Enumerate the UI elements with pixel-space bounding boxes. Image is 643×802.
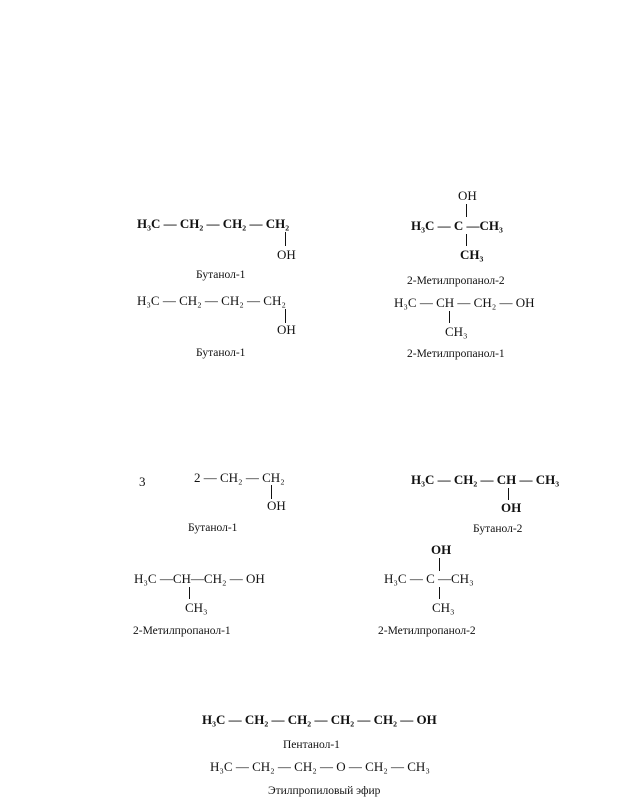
bond-line (189, 587, 190, 599)
methyl-group-bottom: CH₃ (445, 324, 468, 339)
hydroxyl-group-top: OH (458, 188, 477, 203)
bond-line (466, 204, 467, 217)
fragment-left: 3 (139, 474, 146, 489)
hydroxyl-group-top: OH (431, 542, 452, 557)
bond-line (449, 311, 450, 323)
bond-line (439, 558, 440, 571)
hydroxyl-group: OH (277, 322, 296, 337)
hydroxyl-group: OH (501, 500, 522, 515)
methylpropanol-2-formula-a: H₃C — C —CH₃ (411, 218, 503, 233)
methyl-group-bottom: CH₃ (460, 247, 484, 262)
pentanol-1-formula: H₃C — CH₂ — CH₂ — CH₂ — CH₂ — OH (202, 712, 437, 727)
methylpropanol-1-formula-a: H₃C — CH — CH₂ — OH (394, 295, 535, 310)
butanol-1-formula-a: H₃C — CH₂ — CH₂ — CH₂ (137, 216, 290, 231)
butanol-1-formula-c: 2 — CH₂ — CH₂ (194, 470, 285, 485)
bond-line (508, 488, 509, 500)
methylpropanol-2-formula-b: H₃C — C —CH₃ (384, 571, 474, 586)
bond-line (285, 232, 286, 246)
methyl-group-bottom: CH₃ (185, 600, 208, 615)
hydroxyl-group: OH (277, 247, 296, 262)
caption-methylpropanol-2-a: 2-Метилпропанол-2 (407, 275, 505, 287)
bond-line (285, 309, 286, 323)
caption-pentanol-1: Пентанол-1 (283, 739, 340, 751)
ethyl-propyl-ether-formula: H₃C — CH₂ — CH₂ — O — CH₂ — CH₃ (210, 759, 430, 774)
caption-methylpropanol-1-b: 2-Метилпропанол-1 (133, 625, 231, 637)
hydroxyl-group: OH (267, 498, 286, 513)
butanol-2-formula: H₃C — CH₂ — CH — CH₃ (411, 472, 560, 487)
bond-line (466, 234, 467, 246)
bond-line (439, 587, 440, 599)
butanol-1-formula-b: H₃C — CH₂ — CH₂ — CH₂ (137, 293, 286, 308)
caption-methylpropanol-1-a: 2-Метилпропанол-1 (407, 348, 505, 360)
caption-ethyl-propyl-ether: Этилпропиловый эфир (268, 785, 381, 797)
caption-butanol-1-c: Бутанол-1 (188, 522, 238, 534)
caption-butanol-1-a: Бутанол-1 (196, 269, 246, 281)
caption-butanol-1-b: Бутанол-1 (196, 347, 246, 359)
methylpropanol-1-formula-b: H₃C —CH—CH₂ — OH (134, 571, 265, 586)
caption-butanol-2: Бутанол-2 (473, 523, 523, 535)
methyl-group-bottom: CH₃ (432, 600, 455, 615)
bond-line (271, 485, 272, 499)
caption-methylpropanol-2-b: 2-Метилпропанол-2 (378, 625, 476, 637)
